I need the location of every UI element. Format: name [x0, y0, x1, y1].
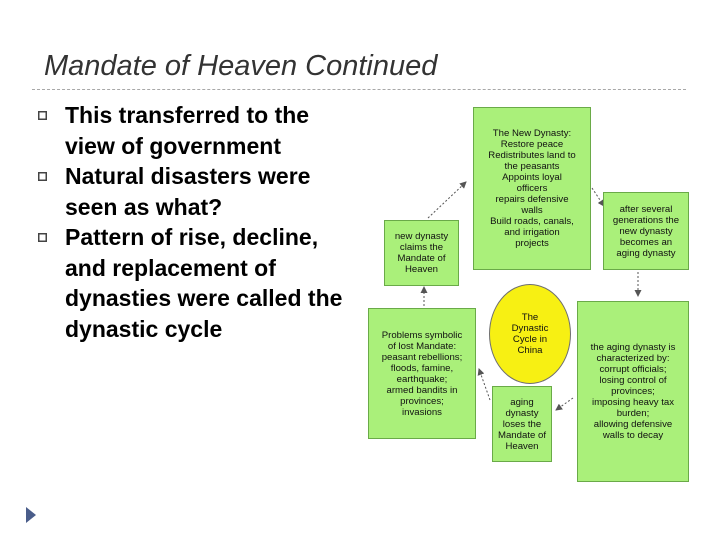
node-claims-mandate: new dynasty claims the Mandate of Heaven [384, 220, 459, 286]
node-new-dynasty: The New Dynasty: Restore peace Redistributes land to the peasants Appoints loyal officers repairs defensive walls Build roads, canals, and irrigation projects [473, 107, 591, 270]
cycle-center-circle: The Dynastic Cycle in China [489, 284, 571, 384]
node-problems: Problems symbolic of lost Mandate: peasant rebellions; floods, famine, earthquake; armed bandits in provinces; invasions [368, 308, 476, 439]
bullet-list [36, 100, 356, 344]
bullet-text: This transferred to the view of government [65, 102, 310, 159]
slide-title: Mandate of Heaven Continued [44, 50, 438, 82]
node-loses-mandate: aging dynasty loses the Mandate of Heaven [492, 386, 552, 462]
bullet-text: Natural disasters were seen as what? [65, 163, 311, 220]
square-bullet-icon [38, 172, 47, 181]
arrow-loses-to-problems [479, 369, 490, 400]
arrow-aging-to-loses [556, 398, 573, 410]
bullet-item [36, 100, 356, 161]
bullet-item [36, 222, 356, 344]
title-divider [32, 89, 686, 90]
bullet-text: Pattern of rise, decline, and replacement of dynasties were called the dynastic cycle [65, 224, 343, 342]
node-several-generations: after several generations the new dynasty becomes an aging dynasty [603, 192, 689, 270]
square-bullet-icon [38, 111, 47, 120]
node-aging-characterized: the aging dynasty is characterized by: corrupt officials; losing control of provinces; imposing heavy tax burden; allowing defensive walls to decay [577, 301, 689, 482]
navigation-arrow-icon[interactable] [24, 505, 38, 525]
bullet-item [36, 161, 356, 222]
arrow-claims-to-new [428, 182, 466, 218]
dynastic-cycle-diagram [366, 104, 690, 488]
square-bullet-icon [38, 233, 47, 242]
